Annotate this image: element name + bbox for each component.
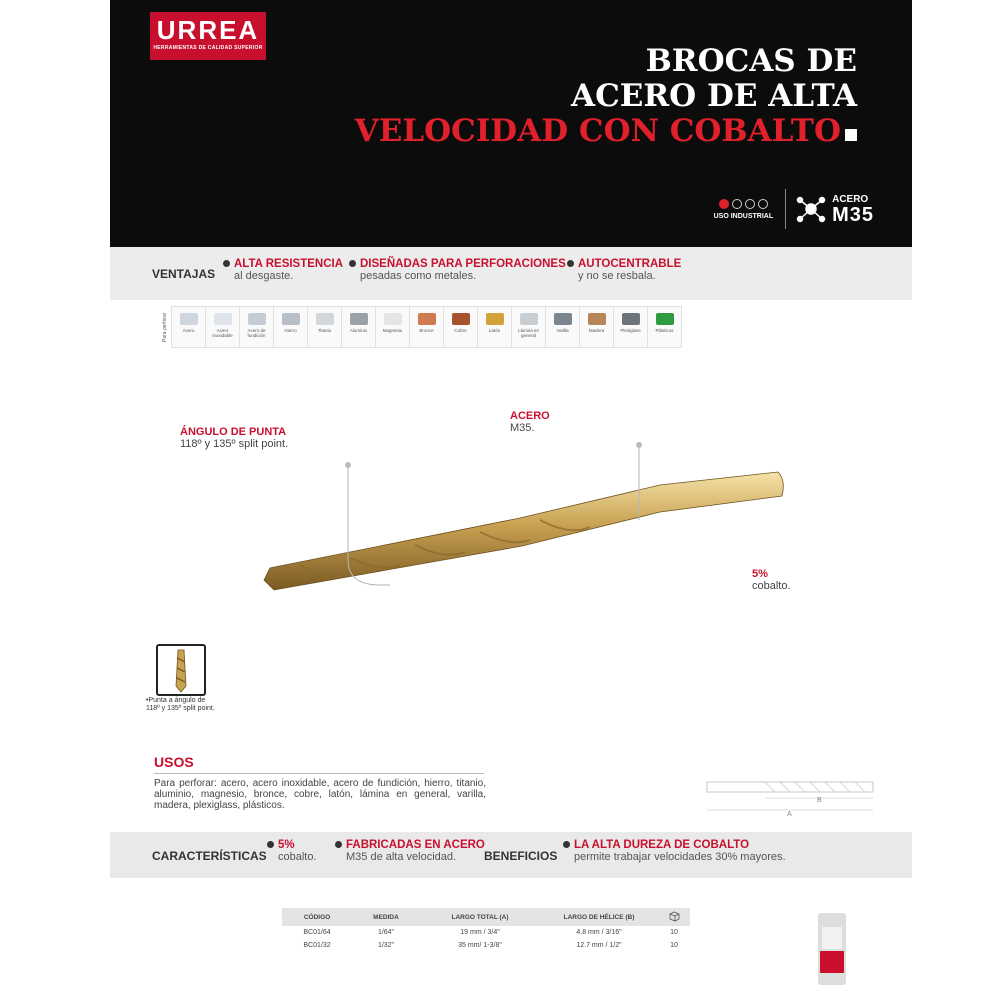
material-icon [316,313,334,325]
material-item [239,306,274,348]
title-line-1: BROCAS DE [645,43,857,79]
material-item [307,306,342,348]
bullet-icon [223,260,230,267]
caracteristica-head: 5% [278,839,295,851]
dimension-diagram [705,776,875,818]
title-dot [845,129,857,141]
bullet-icon [349,260,356,267]
beneficio-item [574,839,786,863]
material-item [205,306,240,348]
spec-divider [785,189,786,229]
material-label: Cobre [454,328,467,333]
ventaja-body: al desgaste. [234,270,294,282]
material-label: Magnesio [382,328,403,333]
material-icon [180,313,198,325]
material-label: Hierro [284,328,297,333]
thumbnail-caption: •Punta a ángulo de 118º y 135º split point. [146,697,215,712]
caracteristicas-band [110,832,912,878]
callout-angle-body: 118º y 135º split point. [180,438,289,450]
urrea-logo [150,12,266,60]
ventaja-item [360,258,566,282]
material-icon [384,313,402,325]
material-label: Lámina en general [517,328,539,338]
caracteristicas-label: CARACTERÍSTICAS [152,849,267,863]
table-row [282,939,690,952]
table-row [282,926,690,939]
ventaja-head: DISEÑADAS PARA PERFORACIONES [360,258,566,270]
ventajas-band [110,247,912,300]
usos-title: USOS [154,754,194,770]
material-icon [656,313,674,325]
use-level-icon [714,199,774,209]
callout-dot [345,462,351,468]
material-item [579,306,614,348]
material-icon [622,313,640,325]
page-title [355,44,857,149]
material-label: Aluminio [349,328,368,333]
callout-steel-head: ACERO [510,410,550,422]
title-line-2: ACERO DE ALTA [571,78,857,114]
material-item [375,306,410,348]
product-package-image [818,913,846,985]
callout-angle-head: ÁNGULO DE PUNTA [180,426,287,438]
logo-brand: URREA [156,15,260,45]
table-cell: 12.7 mm / 1/2" [576,942,622,949]
material-label: Acero inoxidable [212,328,233,338]
hero-banner [110,0,912,247]
ventaja-body: pesadas como metales. [360,270,477,282]
material-icon [452,313,470,325]
material-icon [214,313,232,325]
box-icon [669,911,680,922]
material-icon [520,313,538,325]
material-icon [486,313,504,325]
material-icon [418,313,436,325]
material-label: Madera [588,328,605,333]
material-item [613,306,648,348]
table-header-row [282,908,690,926]
materials-strip [158,306,682,348]
caracteristica-item [346,839,485,863]
table-cell: BC01/32 [303,942,331,949]
bullet-icon [567,260,574,267]
material-item [341,306,376,348]
material-icon [248,313,266,325]
col-header: LARGO DE HÉLICE (B) [540,908,658,926]
material-item [443,306,478,348]
ventaja-head: AUTOCENTRABLE [578,258,682,270]
molecule-icon [796,194,826,224]
split-point-thumbnail [156,644,206,696]
spec-table [282,908,690,952]
material-icon [554,313,572,325]
caracteristica-item [278,839,317,863]
drill-tip-icon [158,646,204,694]
logo-tagline: HERRAMIENTAS DE CALIDAD SUPERIOR [153,45,263,51]
material-icon [588,313,606,325]
table-cell: 4.8 mm / 3/16" [576,929,622,936]
beneficio-head: LA ALTA DUREZA DE COBALTO [574,839,750,851]
drill-bit-illustration [230,400,790,630]
caracteristica-body: cobalto. [278,851,317,863]
callout-dot [636,442,642,448]
callout-cobalt [752,568,791,592]
table-cell: BC01/64 [303,929,331,936]
bullet-icon [563,841,570,848]
material-icon [282,313,300,325]
material-label: Acero de fundición [247,328,266,338]
materials-label: Para perforar [162,312,168,342]
dimension-a-label: A [787,811,792,818]
usos-divider [154,773,484,774]
material-item [171,306,206,348]
industrial-use-badge [714,199,774,220]
caracteristica-head: FABRICADAS EN ACERO [346,839,485,851]
material-item [409,306,444,348]
material-label: Bronce [419,328,434,333]
material-item [511,306,546,348]
material-item [273,306,308,348]
ventajas-label: VENTAJAS [152,267,216,281]
table-cell: 10 [670,942,678,949]
use-label: USO INDUSTRIAL [713,212,774,220]
table-cell: 10 [670,929,678,936]
material-label: Plásticos [655,328,674,333]
ventaja-head: ALTA RESISTENCIA [234,258,344,270]
spec-badges [714,188,874,230]
material-item [545,306,580,348]
callout-steel [510,410,550,434]
table-cell: 1/64" [377,929,395,936]
callout-cobalt-head: 5% [752,568,768,580]
col-header: MEDIDA [352,908,420,926]
col-header-pieces [658,908,690,926]
steel-grade: M35 [832,203,874,226]
usos-text: Para perforar: acero, acero inoxidable, acero de fundición, hierro, titanio, aluminio, magnesio, bronce, cobre, latón, lámina en general, varilla, madera, plexiglass, plásticos. [154,778,486,811]
product-sheet [110,0,912,1000]
title-line-3: VELOCIDAD CON COBALTO [354,113,841,149]
table-cell: 1/32" [377,942,395,949]
table-cell: 35 mm/ 1-3/8" [458,942,502,949]
ventaja-item [234,258,343,282]
bullet-icon [267,841,274,848]
material-label: Titanio [317,328,332,333]
callout-steel-body: M35. [510,422,535,434]
material-item [477,306,512,348]
material-label: Varilla [556,328,569,333]
material-label: Plexiglass [620,328,641,333]
bullet-icon [335,841,342,848]
material-label: Acero [182,328,195,333]
ventaja-item [578,258,681,282]
table-cell: 19 mm / 3/4" [460,929,500,936]
callout-angle [180,426,288,450]
ventaja-body: y no se resbala. [578,270,656,282]
col-header: LARGO TOTAL (A) [420,908,540,926]
material-item [647,306,682,348]
col-header: CÓDIGO [282,908,352,926]
material-icon [350,313,368,325]
caracteristica-body: M35 de alta velocidad. [346,851,457,863]
callout-cobalt-body: cobalto. [752,580,791,592]
material-label: Latón [488,328,501,333]
dimension-b-label: B [817,797,822,804]
beneficios-label: BENEFICIOS [484,849,558,863]
beneficio-body: permite trabajar velocidades 30% mayores. [574,851,786,863]
steel-badge [796,194,874,225]
steel-label: ACERO [832,193,869,205]
